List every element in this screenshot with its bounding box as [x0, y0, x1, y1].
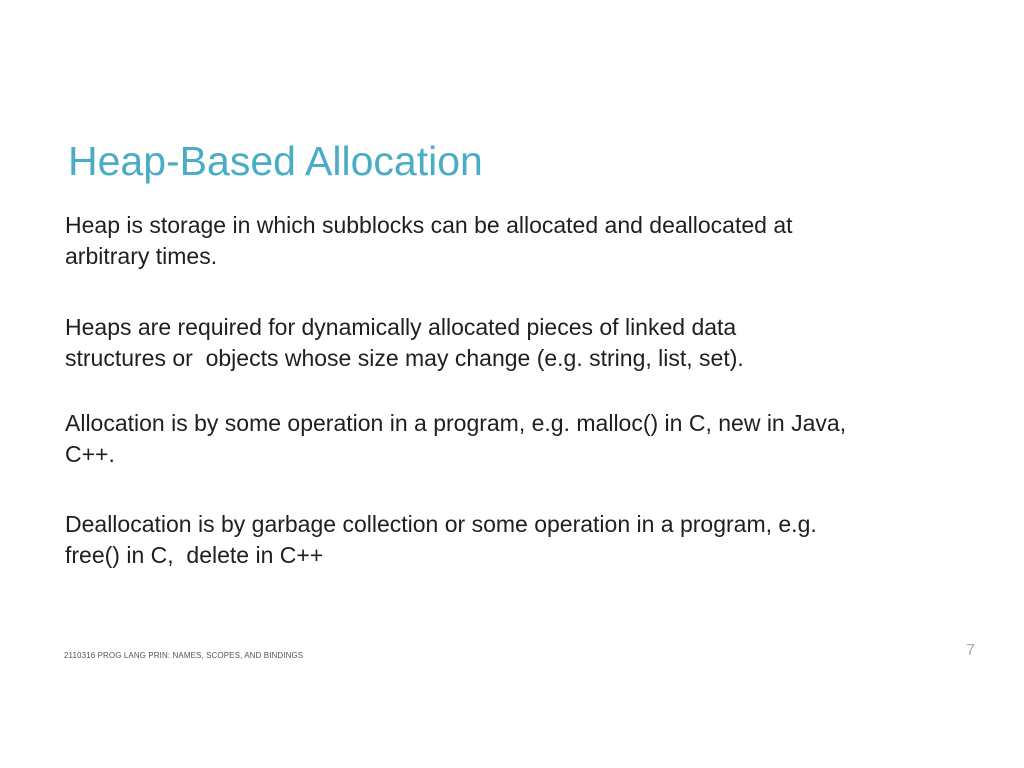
- slide-title: Heap-Based Allocation: [68, 138, 483, 185]
- body-paragraph: Allocation is by some operation in a program, e.g. malloc() in C, new in Java, C++.: [65, 410, 847, 467]
- body-paragraph: Heap is storage in which subblocks can be allocated and deallocated at arbitrary times.: [65, 212, 793, 269]
- slide-body: [65, 210, 965, 571]
- footer-course-label: 2110316 PROG LANG PRIN: NAMES, SCOPES, AND BINDINGS: [64, 651, 304, 660]
- body-paragraph: Deallocation is by garbage collection or some operation in a program, e.g. free() in C, delete in C++: [65, 511, 817, 568]
- body-paragraph: Heaps are required for dynamically allocated pieces of linked data structures or objects whose size may change (e.g. string, list, set).: [65, 314, 744, 371]
- page-number: 7: [966, 642, 975, 659]
